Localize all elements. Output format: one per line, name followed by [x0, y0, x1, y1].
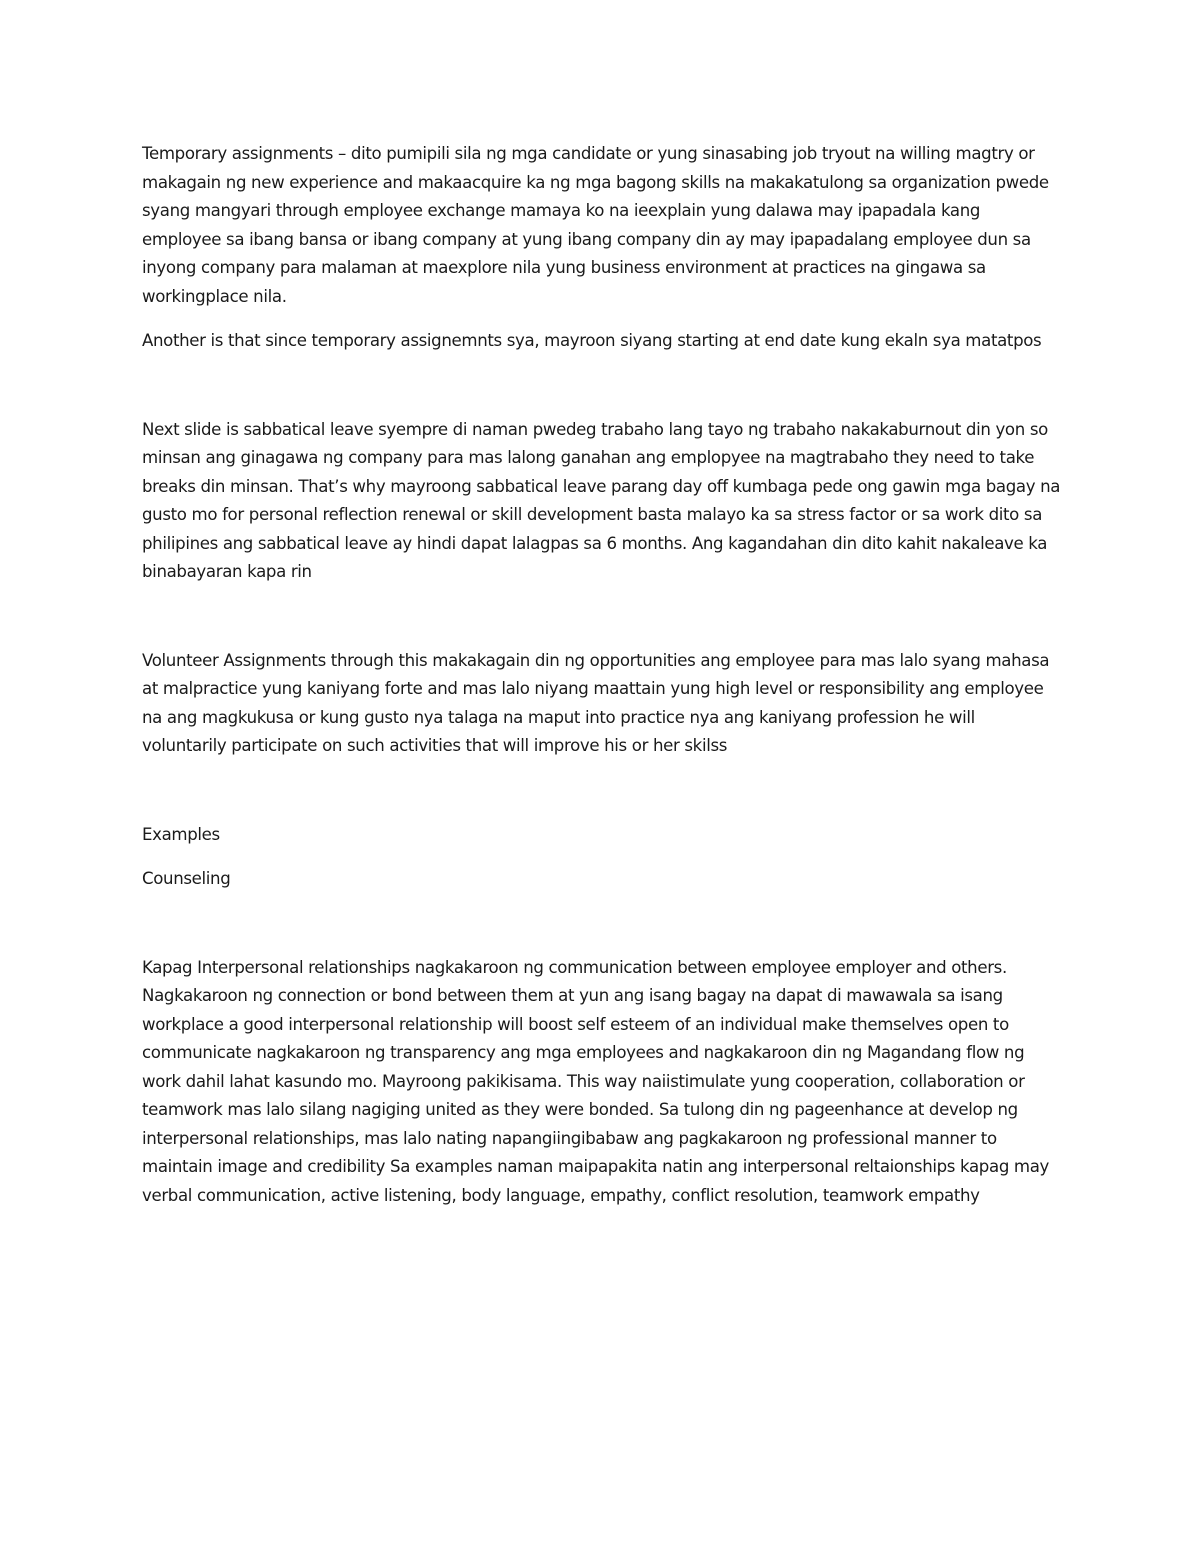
paragraph-volunteer-assignments: Volunteer Assignments through this makakagain din ng opportunities ang employee para mas lalo syang mahasa at malpractice yung kaniyang forte and mas lalo niyang maattain yung high level or responsibility ang employee na ang magkukusa or kung gusto nya talaga na maput into practice nya ang kaniyang profession he will voluntarily participate on such activities that will improve his or her skilss	[142, 650, 1050, 755]
blank-line	[142, 910, 1062, 954]
blank-line	[142, 777, 1062, 821]
heading-counseling: Counseling	[142, 869, 231, 888]
paragraph-temporary-assignments: Temporary assignments – dito pumipili sila ng mga candidate or yung sinasabing job tryout na willing magtry or makagain ng new experience and makaacquire ka ng mga bagong skills na makakatulong sa organization pwede syang mangyari through employee exchange mamaya ko na ieexplain yung dalawa may ipapadala kang employee sa ibang bansa or ibang company at yung ibang company din ay may ipapadalang employee dun sa inyong company para malaman at maexplore nila yung business environment at practices na gingawa sa workingplace nila.	[142, 144, 1049, 306]
blank-line	[142, 603, 1062, 647]
paragraph-interpersonal-relationships: Kapag Interpersonal relationships nagkakaroon ng communication between employee employer and others. Nagkakaroon ng connection or bond between them at yun ang isang bagay na dapat di mawawala sa isang workplace a good interpersonal relationship will boost self esteem of an individual make themselves open to communicate nagkakaroon ng transparency ang mga employees and nagkakaroon din ng Magandang flow ng work dahil lahat kasundo mo. Mayroong pakikisama. This way naiistimulate yung cooperation, collaboration or teamwork mas lalo silang nagiging united as they were bonded. Sa tulong din ng pageenhance at develop ng interpersonal relationships, mas lalo nating napangiingibabaw ang pagkakaroon ng professional manner to maintain image and credibility Sa examples naman maipapakita natin ang interpersonal reltaionships kapag may verbal communication, active listening, body language, empathy, conflict resolution, teamwork empathy	[142, 957, 1050, 1205]
paragraph-temporary-assignments-dates: Another is that since temporary assignemnts sya, mayroon siyang starting at end date kung ekaln sya matatpos	[142, 331, 1042, 350]
document-body	[142, 140, 1062, 1226]
blank-line	[142, 372, 1062, 416]
heading-examples: Examples	[142, 824, 220, 844]
paragraph-sabbatical-leave: Next slide is sabbatical leave syempre di naman pwedeg trabaho lang tayo ng trabaho nakakaburnout din yon so minsan ang ginagawa ng company para mas lalong ganahan ang emplopyee na magtrabaho they need to take breaks din minsan. That’s why mayroong sabbatical leave parang day off kumbaga pede ong gawin mga bagay na gusto mo for personal reflection renewal or skill development basta malayo ka sa stress factor or sa work dito sa philipines ang sabbatical leave ay hindi dapat lalagpas sa 6 months. Ang kagandahan din dito kahit nakaleave ka binabayaran kapa rin	[142, 419, 1061, 581]
